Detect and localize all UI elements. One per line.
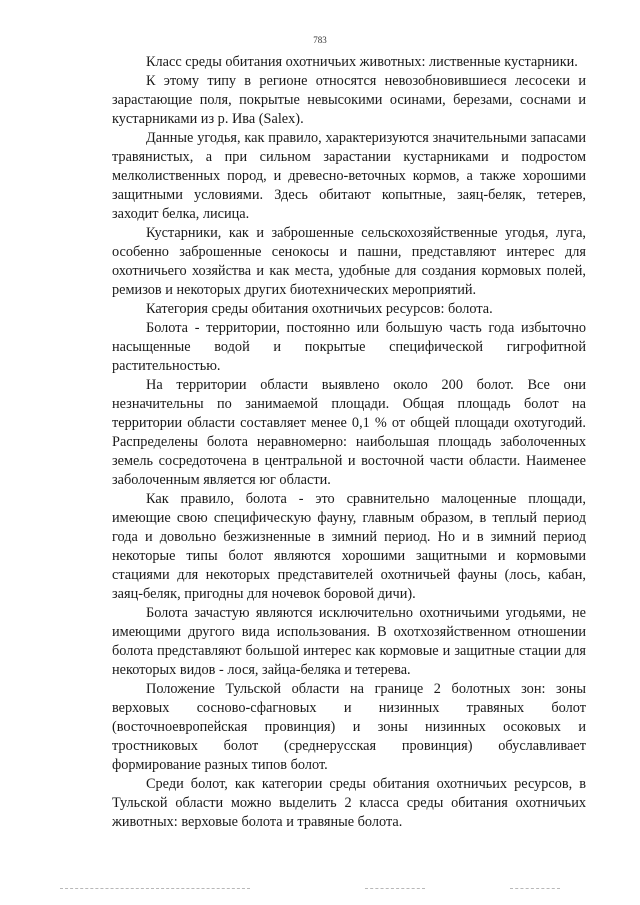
footer-rule bbox=[60, 888, 250, 890]
footer-rule bbox=[365, 888, 425, 890]
footer-rule bbox=[510, 888, 560, 890]
page-number: 783 bbox=[313, 35, 327, 45]
paragraph: На территории области выявлено около 200 болот. Все они незначительны по занимаемой площади. Общая площадь болот на территории области составляет менее 0,1 % от общей площади охотугодий. Распределены болота неравномерно: наибольшая площадь заболоченных земель сосредоточена в центральной и восточной части области. Наименее заболоченным является юг области. bbox=[112, 377, 586, 488]
paragraph: Болота - территории, постоянно или большую часть года избыточно насыщенные водой и покрытые специфической гигрофитной растительностью. bbox=[112, 320, 586, 374]
paragraph: Среди болот, как категории среды обитания охотничьих ресурсов, в Тульской области можно выделить 2 класса среды обитания охотничьих животных: верховые болота и травяные болота. bbox=[112, 776, 586, 830]
paragraph: Болота зачастую являются исключительно охотничьими угодьями, не имеющими другого вида использования. В охотхозяйственном отношении болота представляют большой интерес как кормовые и защитные стации для некоторых видов - лося, зайца-беляка и тетерева. bbox=[112, 605, 586, 678]
paragraph: Как правило, болота - это сравнительно малоценные площади, имеющие свою специфическую фауну, главным образом, в теплый период года и довольно безжизненные в зимний период. Но и в зимний период некоторые типы болот являются хорошими защитными и кормовыми стациями для некоторых представителей охотничьей фауны (лось, кабан, заяц-беляк, пригодны для ночевок боровой дичи). bbox=[112, 491, 586, 602]
paragraph: Категория среды обитания охотничьих ресурсов: болота. bbox=[146, 301, 493, 317]
paragraph: Данные угодья, как правило, характеризуются значительными запасами травянистых, а при сильном зарастании кустарниками и подростом мелколиственных пород, и древесно-веточных кормов, а также хорошими защитными условиями. Здесь обитают копытные, заяц-беляк, тетерев, заходит белка, лисица. bbox=[112, 130, 586, 222]
paragraph: Положение Тульской области на границе 2 болотных зон: зоны верховых сосново-сфагновых и низинных травяных болот (восточноевропейская провинция) и зоны низинных осоковых и тростниковых болот (среднерусская провинция) обуславливает формирование разных типов болот. bbox=[112, 681, 586, 773]
paragraph: Кустарники, как и заброшенные сельскохозяйственные угодья, луга, особенно заброшенные сенокосы и пашни, представляют интерес для охотничьего хозяйства и как места, удобные для создания кормовых полей, ремизов и некоторых других биотехнических мероприятий. bbox=[112, 225, 586, 298]
body-text bbox=[112, 53, 586, 832]
paragraph: К этому типу в регионе относятся невозобновившиеся лесосеки и зарастающие поля, покрытые невысокими осинами, березами, соснами и кустарниками из р. Ива (Salex). bbox=[112, 73, 586, 127]
paragraph: Класс среды обитания охотничьих животных: лиственные кустарники. bbox=[146, 54, 578, 70]
